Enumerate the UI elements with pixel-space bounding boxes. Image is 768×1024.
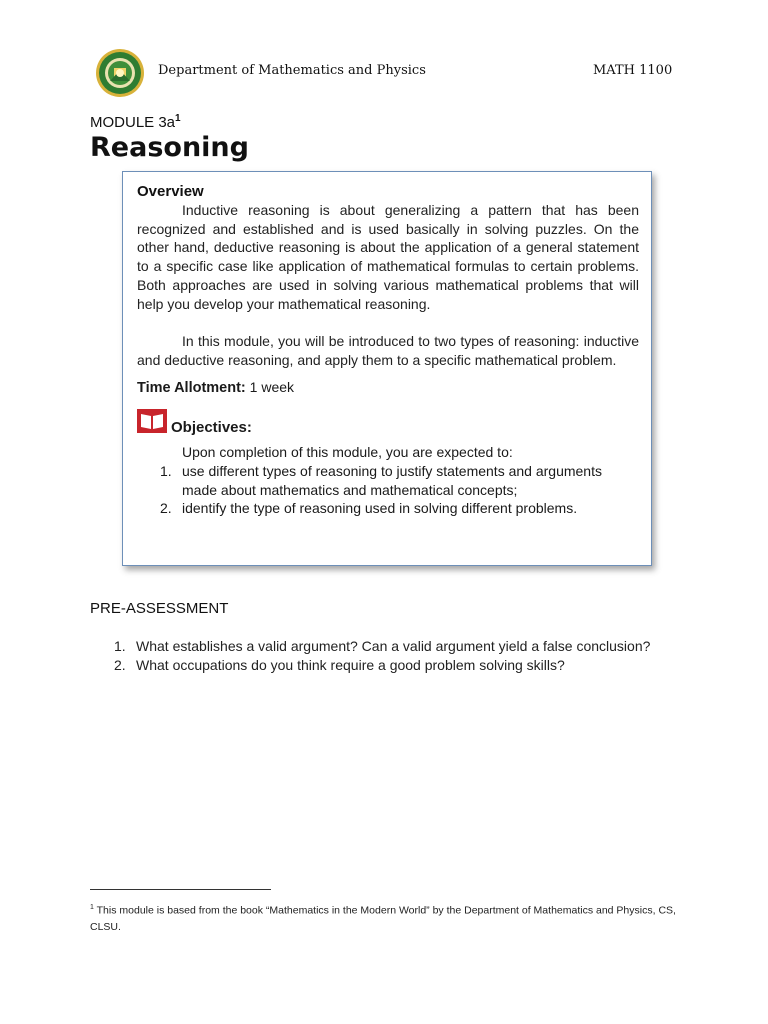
overview-box: [122, 171, 652, 566]
list-item: [160, 499, 639, 518]
list-item: [114, 656, 650, 675]
footnote-number: 1: [90, 904, 94, 911]
objectives-intro: Upon completion of this module, you are expected to:: [182, 444, 513, 461]
list-item: [114, 637, 650, 656]
module-label-text: MODULE 3a: [90, 114, 176, 131]
overview-paragraph-2: In this module, you will be introduced to two types of reasoning: inductive and deductive reasoning, and apply them to a specific mathematical problem.: [137, 333, 639, 368]
list-item-text: What occupations do you think require a good problem solving skills?: [136, 657, 565, 673]
objectives-heading: Objectives:: [171, 419, 252, 437]
list-item-number: 1.: [114, 638, 126, 654]
open-book-icon: [137, 409, 167, 433]
footnote: [90, 900, 690, 935]
page-title: Reasoning: [90, 132, 249, 163]
list-item-number: 1.: [160, 463, 172, 480]
time-allotment-label: Time Allotment:: [137, 379, 246, 396]
list-item: [160, 462, 639, 499]
overview-heading: Overview: [137, 183, 204, 200]
list-item-number: 2.: [160, 500, 172, 517]
module-label: [90, 113, 181, 131]
footnote-marker: 1: [175, 113, 181, 124]
list-item-text: What establishes a valid argument? Can a valid argument yield a false conclusion?: [136, 638, 651, 654]
course-code: MATH 1100: [593, 63, 673, 78]
university-seal-icon: [95, 48, 145, 98]
pre-assessment-heading: PRE-ASSESSMENT: [90, 600, 229, 617]
footnote-text: This module is based from the book “Mathematics in the Modern World” by the Department of Mathematics and Physics, CS, CLSU.: [90, 904, 676, 933]
time-allotment-value: 1 week: [249, 378, 295, 395]
list-item-number: 2.: [114, 657, 126, 673]
objectives-header: [137, 409, 639, 441]
department-name: Department of Mathematics and Physics: [158, 63, 426, 78]
list-item-text: use different types of reasoning to justify statements and arguments made about mathematics and mathematical concepts;: [182, 463, 602, 498]
overview-paragraph-1: Inductive reasoning is about generalizing a pattern that has been recognized and established and is used basically in solving puzzles. On the other hand, deductive reasoning is about the application of a general statement to a specific case like application of mathematical formulas to certain problems. Both approaches are used in solving various mathematical problems that will help you develop your mathematical reasoning.: [137, 202, 639, 312]
pre-assessment-list: [114, 637, 650, 675]
time-allotment: [137, 378, 639, 398]
footnote-divider: [90, 889, 271, 890]
objectives-list: [137, 462, 639, 518]
list-item-text: identify the type of reasoning used in solving different problems.: [182, 500, 578, 517]
